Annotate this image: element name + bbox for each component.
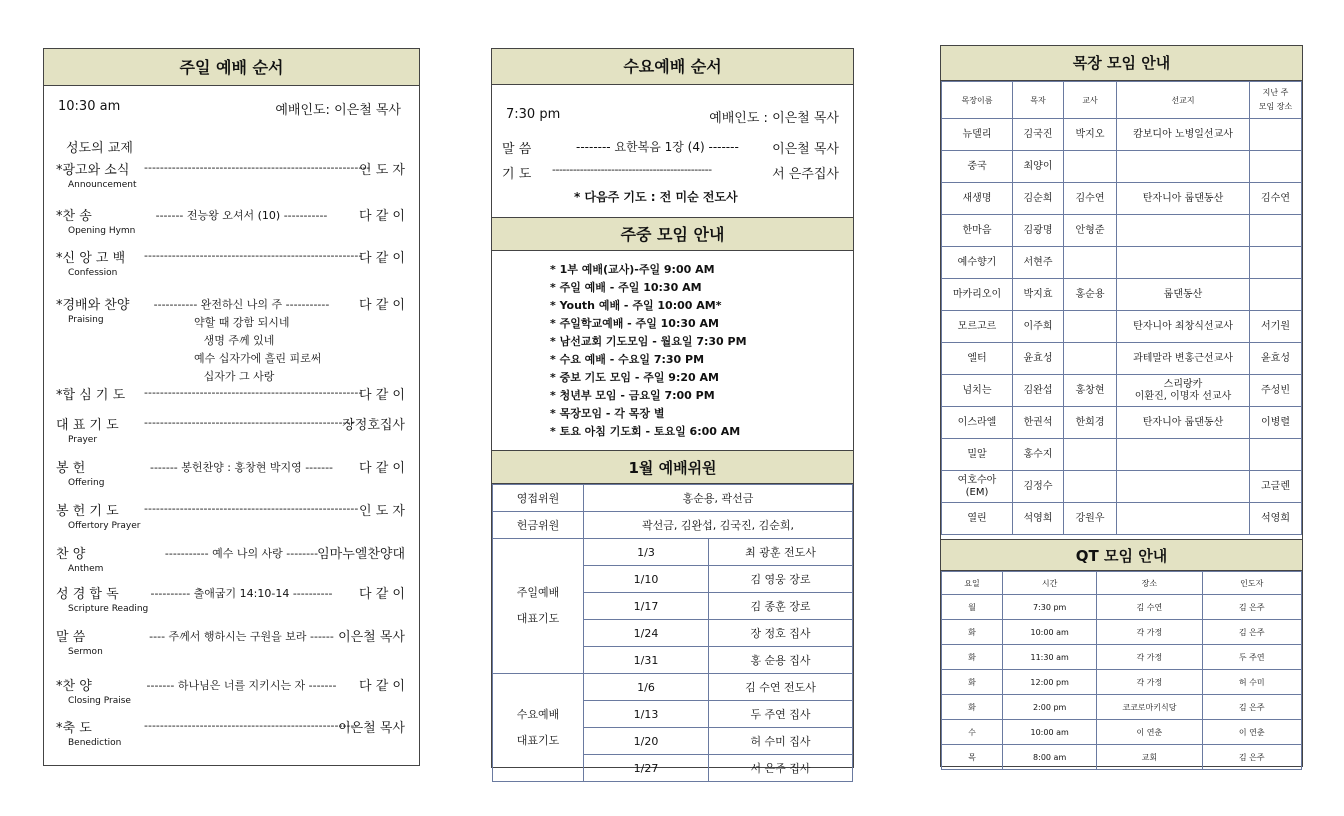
mokjang-cell: 안형준 xyxy=(1064,215,1117,247)
sunday-item-label: 말 씀 xyxy=(56,630,86,645)
january-staff-title: 1월 예배위원 xyxy=(492,450,853,484)
mokjang-row xyxy=(942,119,1302,151)
sunday-item-sub: Opening Hymn xyxy=(68,226,136,236)
sunday-item-label: 성도의 교제 xyxy=(66,141,133,156)
mokjang-cell: 예수향기 xyxy=(942,247,1013,279)
qt-cell: 화 xyxy=(942,670,1003,695)
mokjang-panel xyxy=(940,45,1303,767)
qt-cell: 김 은주 xyxy=(1202,620,1301,645)
sunday-item-person: 다 같 이 xyxy=(359,388,405,403)
qt-cell: 각 가정 xyxy=(1097,620,1202,645)
mokjang-cell: 주성빈 xyxy=(1250,375,1302,407)
mokjang-header-line: 모임 장소 xyxy=(1258,102,1293,111)
mokjang-cell: 이병렬 xyxy=(1250,407,1302,439)
mokjang-cell: 김수연 xyxy=(1064,183,1117,215)
sunday-item-sub: Praising xyxy=(68,315,104,325)
qt-header-cell: 인도자 xyxy=(1202,572,1301,595)
sunday-item-detail: ----------- 예수 나의 사랑 -------- xyxy=(164,547,319,560)
qt-row xyxy=(942,670,1302,695)
sunday-item-sub: Sermon xyxy=(68,647,103,657)
sunday-item-note: 예수 십자가에 흘린 피로써 xyxy=(194,352,322,365)
sunday-item-detail: ------- 전능왕 오셔서 (10) ----------- xyxy=(155,209,328,222)
qt-cell: 12:00 pm xyxy=(1003,670,1097,695)
january-staff-row xyxy=(493,485,853,512)
january-prayer-date: 1/10 xyxy=(584,566,709,593)
mokjang-cell: 김완섭 xyxy=(1013,375,1064,407)
qt-cell: 각 가정 xyxy=(1097,670,1202,695)
weekly-meeting-item: * 청년부 모임 - 금요일 7:00 PM xyxy=(550,389,715,402)
sunday-leader: 예배인도: 이은철 목사 xyxy=(275,103,401,118)
mokjang-cell xyxy=(1117,471,1250,503)
mokjang-row xyxy=(942,215,1302,247)
sunday-item-note: 십자가 그 사랑 xyxy=(203,370,275,383)
qt-cell: 월 xyxy=(942,595,1003,620)
sunday-item-person: 임마누엘찬양대 xyxy=(317,547,405,562)
mokjang-cell xyxy=(1064,311,1117,343)
january-prayer-date: 1/24 xyxy=(584,620,709,647)
sunday-item-person: 다 같 이 xyxy=(359,209,405,224)
january-group-label-line: 주일예배 xyxy=(516,586,560,599)
sunday-item-label: 성 경 합 독 xyxy=(56,587,119,602)
mokjang-cell: 고글렌 xyxy=(1250,471,1302,503)
sunday-item-label: 찬 양 xyxy=(56,547,86,562)
mokjang-row xyxy=(942,151,1302,183)
mokjang-cell: 윤효성 xyxy=(1250,343,1302,375)
mokjang-cell: 김수연 xyxy=(1250,183,1302,215)
mokjang-cell xyxy=(1064,247,1117,279)
qt-row xyxy=(942,745,1302,770)
sunday-item-sub: Announcement xyxy=(68,180,137,190)
mokjang-cell: 마카리오이 xyxy=(942,279,1013,311)
january-prayer-name: 서 은주 집사 xyxy=(709,755,853,782)
sunday-item-sub: Prayer xyxy=(68,435,98,445)
mokjang-cell xyxy=(1250,215,1302,247)
qt-row xyxy=(942,645,1302,670)
mokjang-cell: 홍순용 xyxy=(1064,279,1117,311)
mokjang-header-cell xyxy=(1250,82,1302,119)
mokjang-cell xyxy=(1250,439,1302,471)
sunday-item-person: 다 같 이 xyxy=(359,587,405,602)
sunday-item-sub: Offertory Prayer xyxy=(68,521,141,531)
january-prayer-name: 홍 순용 집사 xyxy=(709,647,853,674)
mokjang-row xyxy=(942,279,1302,311)
weekly-meeting-item: * 중보 기도 모임 - 주일 9:20 AM xyxy=(550,371,719,384)
january-prayer-name: 장 정호 집사 xyxy=(709,620,853,647)
sunday-item-person: 이은철 목사 xyxy=(338,630,405,645)
mokjang-cell-line: 스리랑카 xyxy=(1163,378,1203,390)
january-prayer-name: 허 수미 집사 xyxy=(709,728,853,755)
mokjang-cell xyxy=(1250,247,1302,279)
mokjang-cell-line: (EM) xyxy=(965,486,989,498)
qt-cell: 김 은주 xyxy=(1202,595,1301,620)
mokjang-row xyxy=(942,439,1302,471)
mokjang-cell xyxy=(1117,375,1250,407)
mokjang-cell: 한권석 xyxy=(1013,407,1064,439)
qt-cell: 화 xyxy=(942,645,1003,670)
qt-cell: 이 연춘 xyxy=(1097,720,1202,745)
january-staff-label: 영접위원 xyxy=(493,485,584,512)
mokjang-cell: 김정수 xyxy=(1013,471,1064,503)
mokjang-cell xyxy=(1250,279,1302,311)
mokjang-cell xyxy=(1250,151,1302,183)
qt-cell: 이 연춘 xyxy=(1202,720,1301,745)
mokjang-header-cell: 선교지 xyxy=(1117,82,1250,119)
qt-cell: 코코로마키식당 xyxy=(1097,695,1202,720)
january-prayer-row xyxy=(493,539,853,566)
qt-row xyxy=(942,695,1302,720)
january-prayer-name: 김 종훈 장로 xyxy=(709,593,853,620)
january-prayer-name: 최 광훈 전도사 xyxy=(709,539,853,566)
sunday-item-label: 대 표 기 도 xyxy=(56,418,119,433)
sunday-item-detail: ------- 하나님은 너를 지키시는 자 ------- xyxy=(146,679,337,692)
sunday-item-detail: --------------------------------------------------------- xyxy=(144,161,371,174)
sunday-item-label: 봉 헌 xyxy=(56,461,86,476)
weekly-meetings-title: 주중 모임 안내 xyxy=(492,217,853,251)
mokjang-cell: 김광명 xyxy=(1013,215,1064,247)
qt-header-row xyxy=(942,572,1302,595)
mokjang-cell: 이스라엘 xyxy=(942,407,1013,439)
mokjang-cell: 과테말라 변홍근선교사 xyxy=(1117,343,1250,375)
qt-header-cell: 장소 xyxy=(1097,572,1202,595)
mokjang-header-cell: 목자 xyxy=(1013,82,1064,119)
mokjang-row xyxy=(942,311,1302,343)
sunday-item-detail: ------------------------------------------------------- xyxy=(144,249,363,262)
january-prayer-date: 1/13 xyxy=(584,701,709,728)
wednesday-time: 7:30 pm xyxy=(506,107,561,122)
sunday-item-label: *경배와 찬양 xyxy=(56,298,130,313)
qt-cell: 교회 xyxy=(1097,745,1202,770)
sunday-item-person: 인 도 자 xyxy=(359,163,405,178)
january-prayer-date: 1/27 xyxy=(584,755,709,782)
january-prayer-name: 두 주연 집사 xyxy=(709,701,853,728)
qt-row xyxy=(942,720,1302,745)
sunday-time: 10:30 am xyxy=(58,99,121,114)
mokjang-cell xyxy=(1117,151,1250,183)
sunday-item-person: 이은철 목사 xyxy=(338,721,405,736)
sunday-item-person: 다 같 이 xyxy=(359,298,405,313)
sunday-item-label: *신 앙 고 백 xyxy=(56,251,126,266)
weekly-meeting-item: * 1부 예배(교사)-주일 9:00 AM xyxy=(550,263,715,276)
qt-cell: 수 xyxy=(942,720,1003,745)
mokjang-cell: 한희경 xyxy=(1064,407,1117,439)
sunday-item-note: 약할 때 강함 되시네 xyxy=(194,316,290,329)
qt-cell: 김 수연 xyxy=(1097,595,1202,620)
sunday-order-panel xyxy=(43,48,420,766)
mokjang-cell: 중국 xyxy=(942,151,1013,183)
mokjang-cell: 탄자니아 룹댄동산 xyxy=(1117,183,1250,215)
mokjang-header-row xyxy=(942,82,1302,119)
weekly-meeting-item: * 남선교회 기도모임 - 월요일 7:30 PM xyxy=(550,335,747,348)
mokjang-cell xyxy=(1250,119,1302,151)
mokjang-cell: 서현주 xyxy=(1013,247,1064,279)
sunday-item-note: 생명 주께 있네 xyxy=(203,334,275,347)
qt-cell: 허 수미 xyxy=(1202,670,1301,695)
january-staff-label: 헌금위원 xyxy=(493,512,584,539)
mokjang-cell xyxy=(1064,439,1117,471)
qt-cell: 각 가정 xyxy=(1097,645,1202,670)
qt-title: QT 모임 안내 xyxy=(941,539,1302,571)
mokjang-cell: 홍수지 xyxy=(1013,439,1064,471)
weekly-meeting-item: * 주일학교예배 - 주일 10:30 AM xyxy=(550,317,719,330)
qt-cell: 두 주연 xyxy=(1202,645,1301,670)
mokjang-cell: 박지효 xyxy=(1013,279,1064,311)
qt-cell: 11:30 am xyxy=(1003,645,1097,670)
mokjang-cell xyxy=(942,471,1013,503)
mokjang-cell: 윤효성 xyxy=(1013,343,1064,375)
wednesday-row-sermon-label: 말 씀 xyxy=(502,142,532,157)
qt-cell: 화 xyxy=(942,695,1003,720)
mokjang-cell: 홍창현 xyxy=(1064,375,1117,407)
mokjang-row xyxy=(942,471,1302,503)
mokjang-row xyxy=(942,247,1302,279)
january-prayer-name: 김 영웅 장로 xyxy=(709,566,853,593)
january-prayer-date: 1/3 xyxy=(584,539,709,566)
qt-cell: 화 xyxy=(942,620,1003,645)
weekly-meeting-item: * 주일 예배 - 주일 10:30 AM xyxy=(550,281,702,294)
mokjang-cell xyxy=(1117,439,1250,471)
mokjang-cell: 룹댄동산 xyxy=(1117,279,1250,311)
wednesday-row-sermon-text: -------- 요한복음 1장 (4) ------- xyxy=(576,140,739,154)
january-prayer-row xyxy=(493,674,853,701)
sunday-item-sub: Scripture Reading xyxy=(68,604,149,614)
wednesday-leader: 예배인도 : 이은철 목사 xyxy=(709,111,839,126)
mokjang-cell: 엘터 xyxy=(942,343,1013,375)
mokjang-cell: 탄자니아 최창식선교사 xyxy=(1117,311,1250,343)
january-staff-table xyxy=(492,484,853,782)
weekly-meeting-item: * 수요 예배 - 수요일 7:30 PM xyxy=(550,353,705,366)
mokjang-cell: 한마음 xyxy=(942,215,1013,247)
sunday-item-detail: ------- 봉헌찬양 : 홍창현 박지영 ------- xyxy=(149,461,334,474)
sunday-item-detail: ---- 주께서 행하시는 구원을 보라 ------ xyxy=(149,630,334,643)
january-group-label xyxy=(493,539,584,674)
qt-row xyxy=(942,595,1302,620)
sunday-item-label: *찬 송 xyxy=(56,209,92,224)
january-group-label-line: 수요예배 xyxy=(516,707,560,721)
mokjang-cell: 넘치는 xyxy=(942,375,1013,407)
january-prayer-date: 1/17 xyxy=(584,593,709,620)
january-staff-row xyxy=(493,512,853,539)
january-prayer-date: 1/6 xyxy=(584,674,709,701)
january-staff-value: 홍순용, 곽선금 xyxy=(584,485,853,512)
mokjang-cell: 서기원 xyxy=(1250,311,1302,343)
sunday-item-detail: ------------------------------------------------------ xyxy=(144,502,359,515)
wednesday-row-prayer-text: ---------------------------------------------- xyxy=(552,163,712,176)
mokjang-cell xyxy=(1064,151,1117,183)
mokjang-cell: 탄자니아 룹댄동산 xyxy=(1117,407,1250,439)
mokjang-header-cell: 교사 xyxy=(1064,82,1117,119)
january-prayer-name: 김 수연 전도사 xyxy=(709,674,853,701)
wednesday-order-title: 수요예배 순서 xyxy=(492,49,853,85)
mokjang-cell: 김국진 xyxy=(1013,119,1064,151)
mokjang-cell xyxy=(1117,503,1250,535)
wednesday-note: * 다음주 기도 : 전 미순 전도사 xyxy=(574,190,738,204)
mokjang-cell: 강원우 xyxy=(1064,503,1117,535)
mokjang-cell: 이주희 xyxy=(1013,311,1064,343)
mokjang-cell: 최양이 xyxy=(1013,151,1064,183)
mokjang-cell: 새생명 xyxy=(942,183,1013,215)
qt-cell: 7:30 pm xyxy=(1003,595,1097,620)
sunday-order-title: 주일 예배 순서 xyxy=(44,49,419,86)
sunday-item-sub: Offering xyxy=(68,478,105,488)
mokjang-cell xyxy=(1064,471,1117,503)
weekly-meeting-item: * 목장모임 - 각 목장 별 xyxy=(550,407,665,420)
mokjang-cell: 김순희 xyxy=(1013,183,1064,215)
sunday-item-person: 장정호집사 xyxy=(342,418,405,433)
january-prayer-date: 1/31 xyxy=(584,647,709,674)
mokjang-table xyxy=(941,81,1302,535)
sunday-item-detail: ------------------------------------------------------- xyxy=(144,386,363,399)
sunday-item-label: *합 심 기 도 xyxy=(56,388,126,403)
mokjang-cell xyxy=(1064,343,1117,375)
january-group-label-line: 대표기도 xyxy=(516,733,560,747)
qt-row xyxy=(942,620,1302,645)
mokjang-cell: 모르고르 xyxy=(942,311,1013,343)
mokjang-cell: 석영희 xyxy=(1013,503,1064,535)
january-group-label-line: 대표기도 xyxy=(516,612,560,625)
sunday-item-label: 봉 헌 기 도 xyxy=(56,504,119,519)
mokjang-row xyxy=(942,503,1302,535)
weekly-meeting-item: * Youth 예배 - 주일 10:00 AM* xyxy=(550,299,722,312)
mokjang-cell: 석영희 xyxy=(1250,503,1302,535)
sunday-item-detail: ------------------------------------------------------ xyxy=(144,719,359,732)
wednesday-row-prayer-label: 기 도 xyxy=(502,167,532,182)
middle-panel xyxy=(491,48,854,775)
sunday-item-sub: Benediction xyxy=(68,738,122,748)
qt-cell: 10:00 am xyxy=(1003,620,1097,645)
mokjang-cell xyxy=(1117,215,1250,247)
january-prayer-date: 1/20 xyxy=(584,728,709,755)
sunday-item-label: *광고와 소식 xyxy=(56,163,130,178)
mokjang-cell: 뉴델리 xyxy=(942,119,1013,151)
qt-cell: 10:00 am xyxy=(1003,720,1097,745)
qt-cell: 목 xyxy=(942,745,1003,770)
qt-cell: 김 은주 xyxy=(1202,745,1301,770)
mokjang-row xyxy=(942,407,1302,439)
mokjang-cell: 밀알 xyxy=(942,439,1013,471)
sunday-item-detail: ----------- 완전하신 나의 주 ----------- xyxy=(153,298,330,311)
january-staff-value: 곽선금, 김완섭, 김국진, 김순희, xyxy=(584,512,853,539)
sunday-item-label: *찬 양 xyxy=(56,679,92,694)
qt-cell: 김 은주 xyxy=(1202,695,1301,720)
mokjang-cell: 박지오 xyxy=(1064,119,1117,151)
qt-cell: 2:00 pm xyxy=(1003,695,1097,720)
mokjang-cell xyxy=(1117,247,1250,279)
mokjang-cell-line: 이환진, 이명자 선교사 xyxy=(1134,390,1232,402)
qt-cell: 8:00 am xyxy=(1003,745,1097,770)
sunday-item-sub: Anthem xyxy=(68,564,104,574)
mokjang-row xyxy=(942,343,1302,375)
wednesday-row-prayer-person: 서 은주집사 xyxy=(772,167,839,182)
mokjang-row xyxy=(942,375,1302,407)
mokjang-cell: 열린 xyxy=(942,503,1013,535)
qt-header-cell: 요일 xyxy=(942,572,1003,595)
mokjang-header-line: 지난 주 xyxy=(1262,88,1289,97)
sunday-item-person: 다 같 이 xyxy=(359,461,405,476)
qt-header-cell: 시간 xyxy=(1003,572,1097,595)
wednesday-row-sermon-person: 이은철 목사 xyxy=(772,142,839,157)
weekly-meeting-item: * 토요 아침 기도회 - 토요일 6:00 AM xyxy=(550,425,741,438)
mokjang-header-cell: 목장이름 xyxy=(942,82,1013,119)
sunday-item-label: *축 도 xyxy=(56,721,92,736)
qt-table xyxy=(941,571,1302,770)
sunday-item-person: 다 같 이 xyxy=(359,251,405,266)
sunday-item-detail: ----------------------------------------------------- xyxy=(144,416,355,429)
sunday-item-sub: Confession xyxy=(68,268,118,278)
mokjang-cell: 캄보디아 노병일선교사 xyxy=(1117,119,1250,151)
sunday-item-sub: Closing Praise xyxy=(68,696,131,706)
january-group-label xyxy=(493,674,584,782)
mokjang-row xyxy=(942,183,1302,215)
mokjang-cell-line: 여호수아 xyxy=(957,474,997,486)
sunday-item-person: 다 같 이 xyxy=(359,679,405,694)
sunday-item-detail: ---------- 출애굽기 14:10-14 ---------- xyxy=(150,587,333,600)
mokjang-title: 목장 모임 안내 xyxy=(941,46,1302,81)
sunday-item-person: 인 도 자 xyxy=(359,504,405,519)
